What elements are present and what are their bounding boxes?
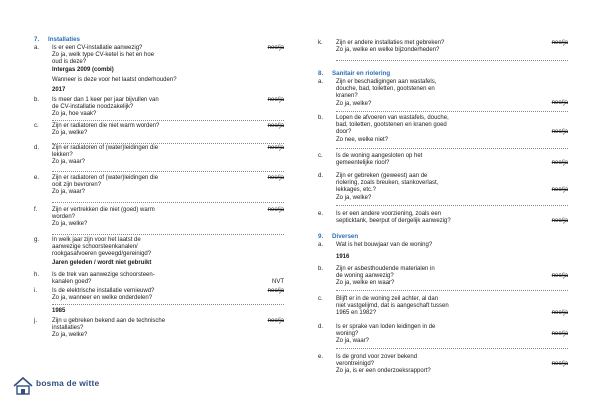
company-logo	[12, 374, 102, 398]
answer-line	[52, 304, 284, 305]
question-text: Lopen de afvoeren van wastafels, douche, bad, toiletten, gootstenen en kranen goed door? Zo nee, welke niet?	[336, 115, 449, 143]
answer-choice: nee/ja	[267, 288, 284, 294]
answer-choice: nee/ja	[551, 361, 568, 367]
question-letter: b.	[318, 266, 324, 272]
answer-choice: nee/ja	[267, 145, 284, 151]
question-9c	[318, 296, 568, 324]
section-title: Diversen	[332, 233, 359, 240]
answer-choice: nee/ja	[551, 310, 568, 316]
answer-line	[52, 120, 284, 121]
house-logo-icon	[12, 376, 34, 396]
filled-answer: 1916	[336, 254, 350, 260]
question-text: Is de woning aangesloten op het gemeentelijke riool?	[336, 153, 423, 167]
right-column	[318, 40, 568, 378]
answer-choice: nee/ja	[551, 331, 568, 337]
question-text: Zijn er gebreken (geweest) aan de riolering, zoals breuken, stankoverlast, lekkages, etc.? Zo ja, welke?	[336, 173, 439, 201]
answer-line	[52, 143, 284, 144]
section-number: 9.	[318, 233, 324, 240]
filled-answer: Jaren geleden / wordt niet gebruikt	[52, 260, 152, 266]
answer-choice: nee/ja	[551, 273, 568, 279]
question-letter: a.	[318, 242, 324, 248]
question-text: Zijn er vertrekken die niet (goed) warm worden? Zo ja, welke?	[52, 207, 155, 228]
question-letter: a.	[34, 45, 40, 51]
question-c	[34, 123, 284, 145]
question-letter: h.	[34, 272, 40, 278]
question-letter: e.	[318, 354, 324, 360]
answer-choice: nee/ja	[267, 318, 284, 324]
question-9e	[318, 354, 568, 378]
question-8e	[318, 211, 568, 231]
question-letter: b.	[318, 115, 324, 121]
answer-choice: nee/ja	[551, 40, 568, 46]
answer-choice: nee/ja	[267, 123, 284, 129]
answer-line	[336, 111, 568, 112]
question-9b	[318, 266, 568, 292]
question-k	[318, 40, 568, 64]
question-letter: j.	[34, 318, 37, 324]
answer-line	[336, 205, 568, 206]
question-letter: f.	[34, 207, 38, 213]
question-8c	[318, 153, 568, 173]
question-text: Is er een CV-installatie aanwezig? Zo ja, welk type CV-ketel is het en hoe oud is deze?	[52, 45, 155, 66]
filled-answer: Intergas 2009 (combi)	[52, 67, 114, 73]
question-g	[34, 237, 284, 260]
answer-choice: nee/ja	[551, 100, 568, 106]
question-text: Is meer dan 1 keer per jaar bijvullen van de CV-installatie noodzakelijk? Zo ja, hoe vaak?	[52, 97, 159, 118]
answer-line	[52, 234, 284, 235]
question-letter: c.	[34, 123, 39, 129]
answer-choice: nee/ja	[267, 175, 284, 181]
answer-line	[52, 171, 284, 172]
answer-choice: nee/ja	[551, 187, 568, 193]
section-header-installaties	[34, 36, 284, 45]
question-text: In welk jaar zijn voor het laatst de aanwezige schoorsteenkanalen/ rookgasafvoeren geveegd/gereinigd?	[52, 237, 152, 258]
question-e	[34, 175, 284, 205]
left-column	[34, 36, 284, 342]
filled-answer: 1985	[52, 308, 66, 314]
section-number: 7.	[34, 36, 40, 43]
question-text: Is de grond voor zover bekend verontreinigd? Zo ja, is er een onderzoeksrapport?	[336, 354, 431, 375]
answer-choice: nee/ja	[551, 160, 568, 166]
question-text: Zijn er radiatoren of (water)leidingen die ooit zijn bevroren? Zo ja, waar?	[52, 175, 159, 196]
question-letter: e.	[318, 211, 324, 217]
question-letter: c.	[318, 153, 323, 159]
question-letter: b.	[34, 97, 40, 103]
question-letter: d.	[318, 173, 324, 179]
question-8a	[318, 79, 568, 113]
logo-text: bosma de witte	[36, 378, 100, 388]
question-h	[34, 272, 284, 288]
answer-line	[336, 60, 568, 61]
answer-choice: nee/ja	[267, 45, 284, 51]
question-text: Is er een andere voorziening, zoals een septicktank, beerput of dergelijk aanwezig?	[336, 211, 451, 225]
answer-line	[336, 290, 568, 291]
section-number: 8.	[318, 70, 324, 77]
answer-choice: nee/ja	[551, 218, 568, 224]
answer-choice: NVT	[272, 279, 284, 285]
question-letter: d.	[34, 145, 40, 151]
question-a	[34, 45, 284, 67]
section-title: Sanitair en riolering	[332, 70, 391, 77]
section-header-sanitair	[318, 70, 568, 79]
question-letter: c.	[318, 296, 323, 302]
answer-line	[336, 348, 568, 349]
question-text: Zijn u gebreken bekend aan de technische installaties? Zo ja, welke?	[52, 318, 166, 339]
question-text: Is de elektrische installatie vernieuwd? Zo ja, wanneer en welke onderdelen?	[52, 288, 155, 302]
answer-line	[336, 148, 568, 149]
question-f	[34, 207, 284, 237]
question-9d	[318, 324, 568, 352]
question-text: Wat is het bouwjaar van de woning?	[336, 242, 433, 248]
question-9a	[318, 242, 568, 252]
question-text: Zijn er radiatoren die niet warm worden? Zo ja, welke?	[52, 123, 160, 137]
question-letter: i.	[34, 288, 37, 294]
answer-choice: nee/ja	[267, 97, 284, 103]
question-text: Zijn er asbesthoudende materialen in de woning aanwezig? Zo ja, welke en waar?	[336, 266, 435, 287]
section-title: Installaties	[48, 36, 80, 43]
question-text: Zijn er radiatoren of (water)leidingen die lekken? Zo ja, waar?	[52, 145, 159, 166]
question-8d	[318, 173, 568, 209]
question-i	[34, 288, 284, 308]
question-text: Wanneer is deze voor het laatst onderhouden?	[52, 77, 177, 83]
answer-choice: nee/ja	[267, 207, 284, 213]
question-letter: e.	[34, 175, 40, 181]
question-letter: g.	[34, 237, 40, 243]
answer-choice: nee/ja	[551, 129, 568, 135]
question-text: Is de trek van aanwezige schoorsteen- kanalen goed?	[52, 272, 155, 286]
filled-answer: 2017	[52, 87, 66, 93]
question-text: Zijn er andere installaties met gebreken? Zo ja, welke en welke bijzonderheden?	[336, 40, 445, 54]
question-text: Blijft er in de woning zeil achter, al dan niet vastgelijmd, dat is aangeschaft tussen 1965 en 1982?	[336, 296, 449, 317]
question-text: Is er sprake van loden leidingen in de woning? Zo ja, waar?	[336, 324, 436, 345]
question-b	[34, 97, 284, 121]
section-header-diversen	[318, 233, 568, 242]
question-letter: k.	[318, 40, 323, 46]
question-service	[34, 77, 284, 87]
question-letter: a.	[318, 79, 324, 85]
question-j	[34, 318, 284, 342]
answer-line	[52, 202, 284, 203]
question-letter: d.	[318, 324, 324, 330]
question-d	[34, 145, 284, 173]
question-8b	[318, 115, 568, 151]
question-text: Zijn er beschadigingen aan wastafels, douche, bad, toiletten, gootstenen en kranen? Zo ja, welke?	[336, 79, 437, 107]
